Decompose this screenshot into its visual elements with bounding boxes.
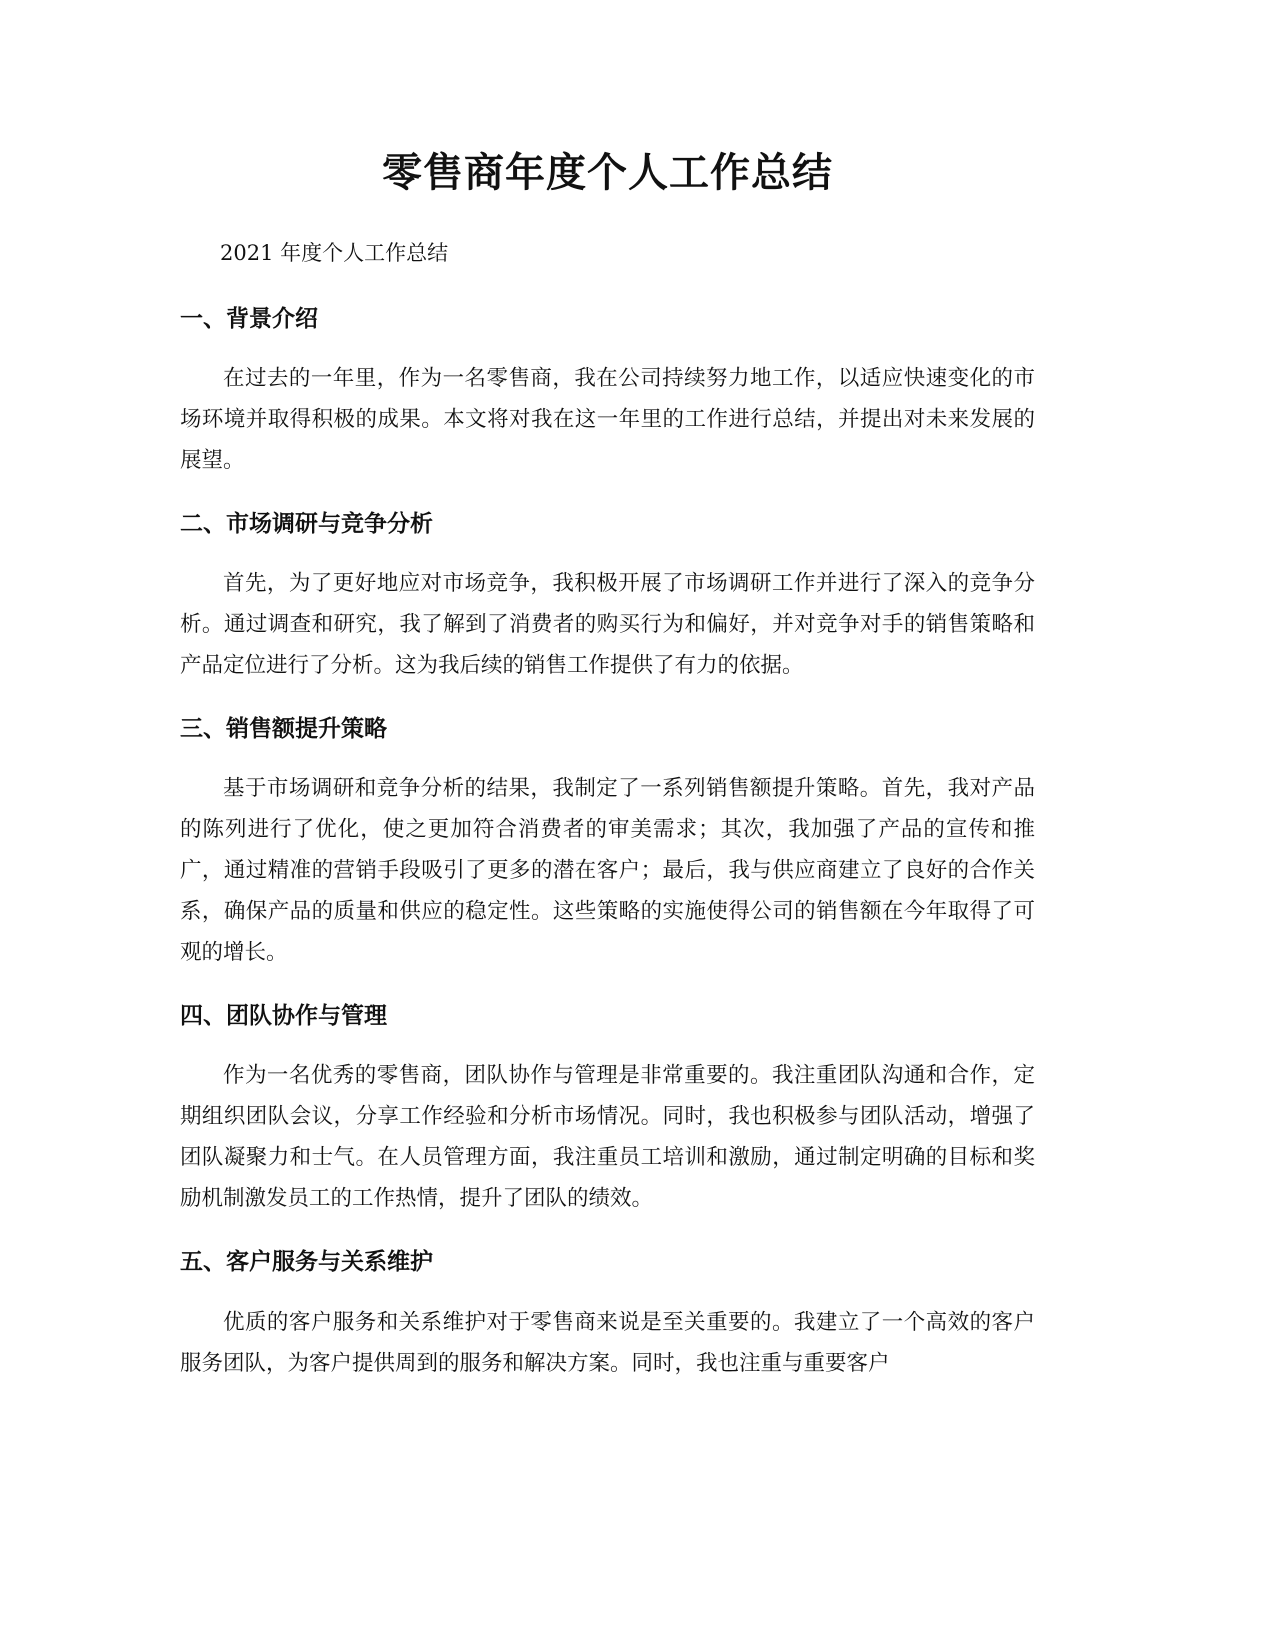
section-body-customer-service: 优质的客户服务和关系维护对于零售商来说是至关重要的。我建立了一个高效的客户服务团队，为客户提供周到的服务和解决方案。同时，我也注重与重要客户 [180,1310,1035,1376]
section-heading-background: 一、背景介绍 [180,306,318,332]
section-body-background: 在过去的一年里，作为一名零售商，我在公司持续努力地工作，以适应快速变化的市场环境并取得积极的成果。本文将对我在这一年里的工作进行总结，并提出对未来发展的展望。 [180,366,1035,473]
section-body-sales-strategy: 基于市场调研和竞争分析的结果，我制定了一系列销售额提升策略。首先，我对产品的陈列进行了优化，使之更加符合消费者的审美需求；其次，我加强了产品的宣传和推广，通过精准的营销手段吸引了更多的潜在客户；最后，我与供应商建立了良好的合作关系，确保产品的质量和供应的稳定性。这些策略的实施使得公司的销售额在今年取得了可观的增长。 [180,776,1035,965]
section-heading-sales-strategy: 三、销售额提升策略 [180,716,387,742]
section-heading-customer-service: 五、客户服务与关系维护 [180,1249,433,1275]
section-body-team-management: 作为一名优秀的零售商，团队协作与管理是非常重要的。我注重团队沟通和合作，定期组织团队会议，分享工作经验和分析市场情况。同时，我也积极参与团队活动，增强了团队凝聚力和士气。在人员管理方面，我注重员工培训和激励，通过制定明确的目标和奖励机制激发员工的工作热情，提升了团队的绩效。 [180,1063,1035,1211]
section-heading-team-management: 四、团队协作与管理 [180,1003,387,1029]
document-title: 零售商年度个人工作总结 [382,150,833,196]
document-subtitle: 2021 年度个人工作总结 [220,241,449,265]
section-heading-market-research: 二、市场调研与竞争分析 [180,511,433,537]
section-body-market-research: 首先，为了更好地应对市场竞争，我积极开展了市场调研工作并进行了深入的竞争分析。通过调查和研究，我了解到了消费者的购买行为和偏好，并对竞争对手的销售策略和产品定位进行了分析。这为我后续的销售工作提供了有力的依据。 [180,571,1035,678]
